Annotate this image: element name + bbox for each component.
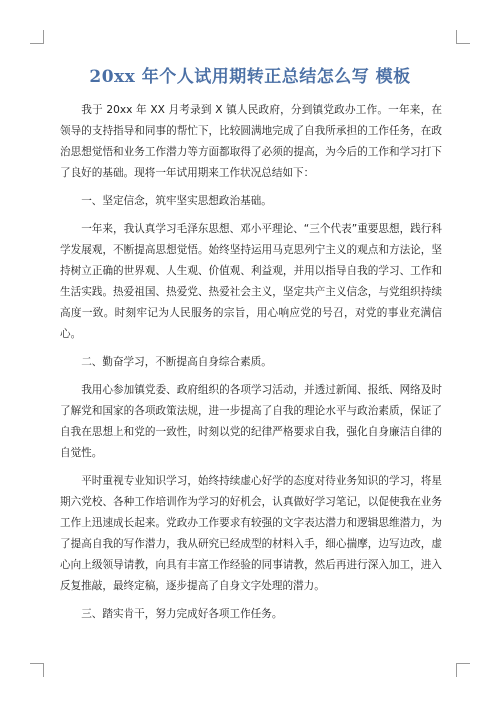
section-heading-2: 二、勤奋学习，不断提高自身综合素质。 [81, 356, 272, 368]
paragraph: 我用心参加镇党委、政府组织的各项学习活动，并透过新闻、报纸、网络及时了解党和国家的各项政策法规，进一步提高了自我的理论水平与政治素质，保证了自我在思想上和党的一致性，时刻以党的纪律严格要求自我，强化自身廉洁自律的自觉性。 [60, 384, 442, 459]
document-body [60, 100, 442, 632]
section-heading-3: 三、踏实肯干，努力完成好各项工作任务。 [81, 608, 283, 620]
paragraph: 一年来，我认真学习毛泽东思想、邓小平理论、“三个代表”重要思想，践行科学发展观，不断提高思想觉悟。始终坚持运用马克思列宁主义的观点和方法论，坚持树立正确的世界观、人生观、价值观、利益观，并用以指导自我的学习、工作和生活实践。热爱祖国、热爱党、热爱社会主义，坚定共产主义信念，与党组织持续高度一致。时刻牢记为人民服务的宗旨，用心响应党的号召，对党的事业充满信心。 [60, 223, 442, 340]
crop-mark-top-right [456, 43, 470, 44]
crop-mark-top-left [30, 43, 44, 44]
section-heading-1: 一、坚定信念，筑牢坚实思想政治基础。 [81, 195, 272, 207]
crop-mark-top-left [43, 30, 44, 44]
crop-mark-bottom-right [456, 663, 470, 664]
paragraph: 平时重视专业知识学习，始终持续虚心好学的态度对待业务知识的学习，将星期六党校、各种工作培训作为学习的好机会，认真做好学习笔记，以促使我在业务工作上迅速成长起来。党政办工作要求有较强的文字表达潜力和逻辑思维潜力，为了提高自我的写作潜力，我从研究已经成型的材料入手，细心揣摩，边写边改，虚心向上级领导请教，向具有丰富工作经验的同事请教，然后再进行深入加工，进入反复推敲，最终定稿，逐步提高了自身文字处理的潜力。 [60, 475, 442, 592]
crop-mark-bottom-left [43, 663, 44, 677]
crop-mark-bottom-left [30, 663, 44, 664]
document-title: 20xx 年个人试用期转正总结怎么写 模板 [89, 67, 411, 87]
paragraph-intro: 我于 20xx 年 XX 月考录到 X 镇人民政府，分到镇党政办工作。一年来，在领导的支持指导和同事的帮忙下，比较圆满地完成了自我所承担的工作任务，在政治思想觉悟和业务工作潜力等方面都取得了必须的提高，为今后的工作和学习打下了良好的基础。现将一年试用期来工作状况总结如下： [60, 104, 442, 179]
crop-mark-top-right [456, 30, 457, 44]
crop-mark-bottom-right [456, 663, 457, 677]
